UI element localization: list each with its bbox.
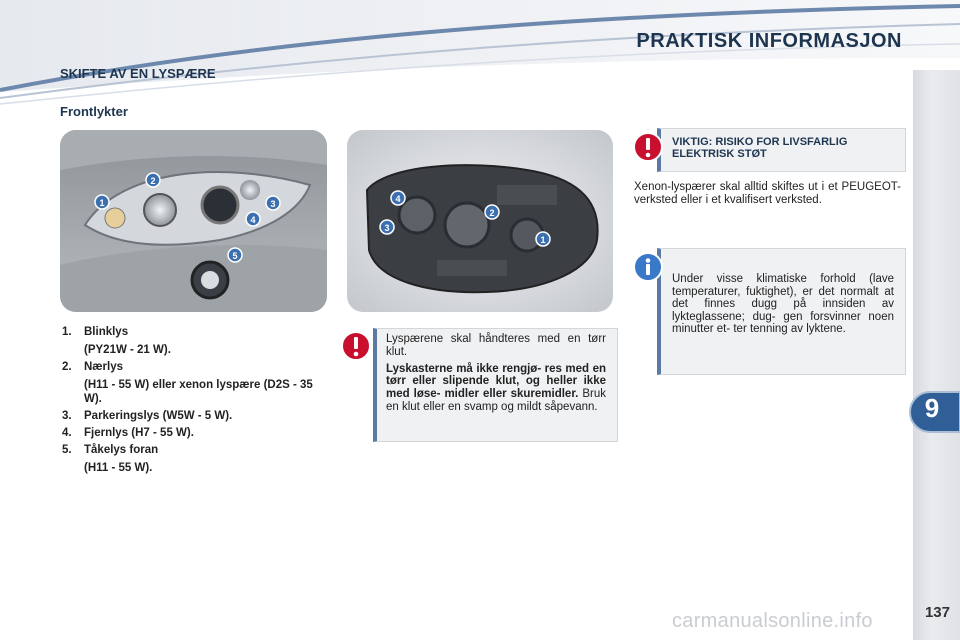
bulb-list (60, 325, 330, 478)
list-item-number: 5. (62, 444, 72, 456)
warning-exclamation-icon (341, 331, 371, 361)
handling-note-text (386, 333, 606, 414)
list-item (60, 325, 330, 357)
lamp-callout-2: 2 (489, 208, 495, 218)
list-item-name: Blinklys (84, 326, 129, 338)
lamp-callout-4: 4 (395, 194, 401, 204)
page-title: PRAKTISK INFORMASJON (636, 30, 902, 52)
xenon-warning-text: Xenon-lyspærer skal alltid skiftes ut i et PEUGEOT-verksted eller i et kvalifisert verksted. (634, 181, 901, 206)
list-item-spec: (H11 - 55 W). (84, 462, 153, 474)
headlight-callout-4: 4 (250, 215, 256, 225)
handling-rest: Bruk en klut eller en svamp og mildt såpevann. (386, 388, 606, 413)
section-title: SKIFTE AV EN LYSPÆRE (60, 66, 216, 81)
list-item-number: 1. (62, 326, 72, 338)
list-item-name: Parkeringslys (W5W - 5 W). (84, 410, 233, 422)
info-icon (633, 252, 663, 282)
page-number: 137 (924, 604, 950, 621)
warning-title: VIKTIG: RISIKO FOR LIVSFARLIG ELEKTRISK STØT (672, 136, 848, 160)
watermark: carmanualsonline.info (672, 610, 873, 632)
handling-intro: Lyspærene skal håndteres med en tørr klut. (386, 333, 606, 358)
headlight-photo (60, 130, 327, 312)
list-item-number: 3. (62, 410, 72, 422)
headlight-callout-5: 5 (232, 251, 238, 261)
subsection-title: Frontlykter (60, 104, 128, 119)
handling-bold: Lyskasterne må ikke rengjø- res med en tørr eller slipende klut, og heller ikke med løse- midler eller skuremidler. (386, 362, 606, 401)
headlight-callout-2: 2 (150, 176, 156, 186)
lamp-callout-1: 1 (540, 235, 546, 245)
chapter-number: 9 (924, 393, 940, 423)
lamp-unit-photo (347, 130, 613, 312)
right-margin-strip (913, 70, 960, 640)
warning-exclamation-icon (633, 132, 663, 162)
list-item-spec: (H11 - 55 W) eller xenon lyspære (D2S - 35 W). (84, 379, 313, 405)
list-item-name: Nærlys (84, 361, 123, 373)
headlight-callout-3: 3 (270, 199, 276, 209)
list-item-spec: (PY21W - 21 W). (84, 344, 171, 356)
list-item (60, 443, 330, 475)
list-item-number: 4. (62, 427, 72, 439)
list-item (60, 360, 330, 406)
info-text: Under visse klimatiske forhold (lave temperaturer, fuktighet), er det normalt at det finnes dugg på innsiden av lykteglassene; dug- gen forsvinner noen minutter et- ter tenning av lyktene. (672, 273, 894, 336)
headlight-callout-1: 1 (99, 198, 105, 208)
list-item-name: Tåkelys foran (84, 444, 159, 456)
header-swoosh (0, 0, 960, 110)
lamp-callout-3: 3 (384, 223, 390, 233)
list-item-name: Fjernlys (H7 - 55 W). (84, 427, 194, 439)
list-item (60, 409, 330, 423)
list-item-number: 2. (62, 361, 72, 373)
list-item (60, 426, 330, 440)
